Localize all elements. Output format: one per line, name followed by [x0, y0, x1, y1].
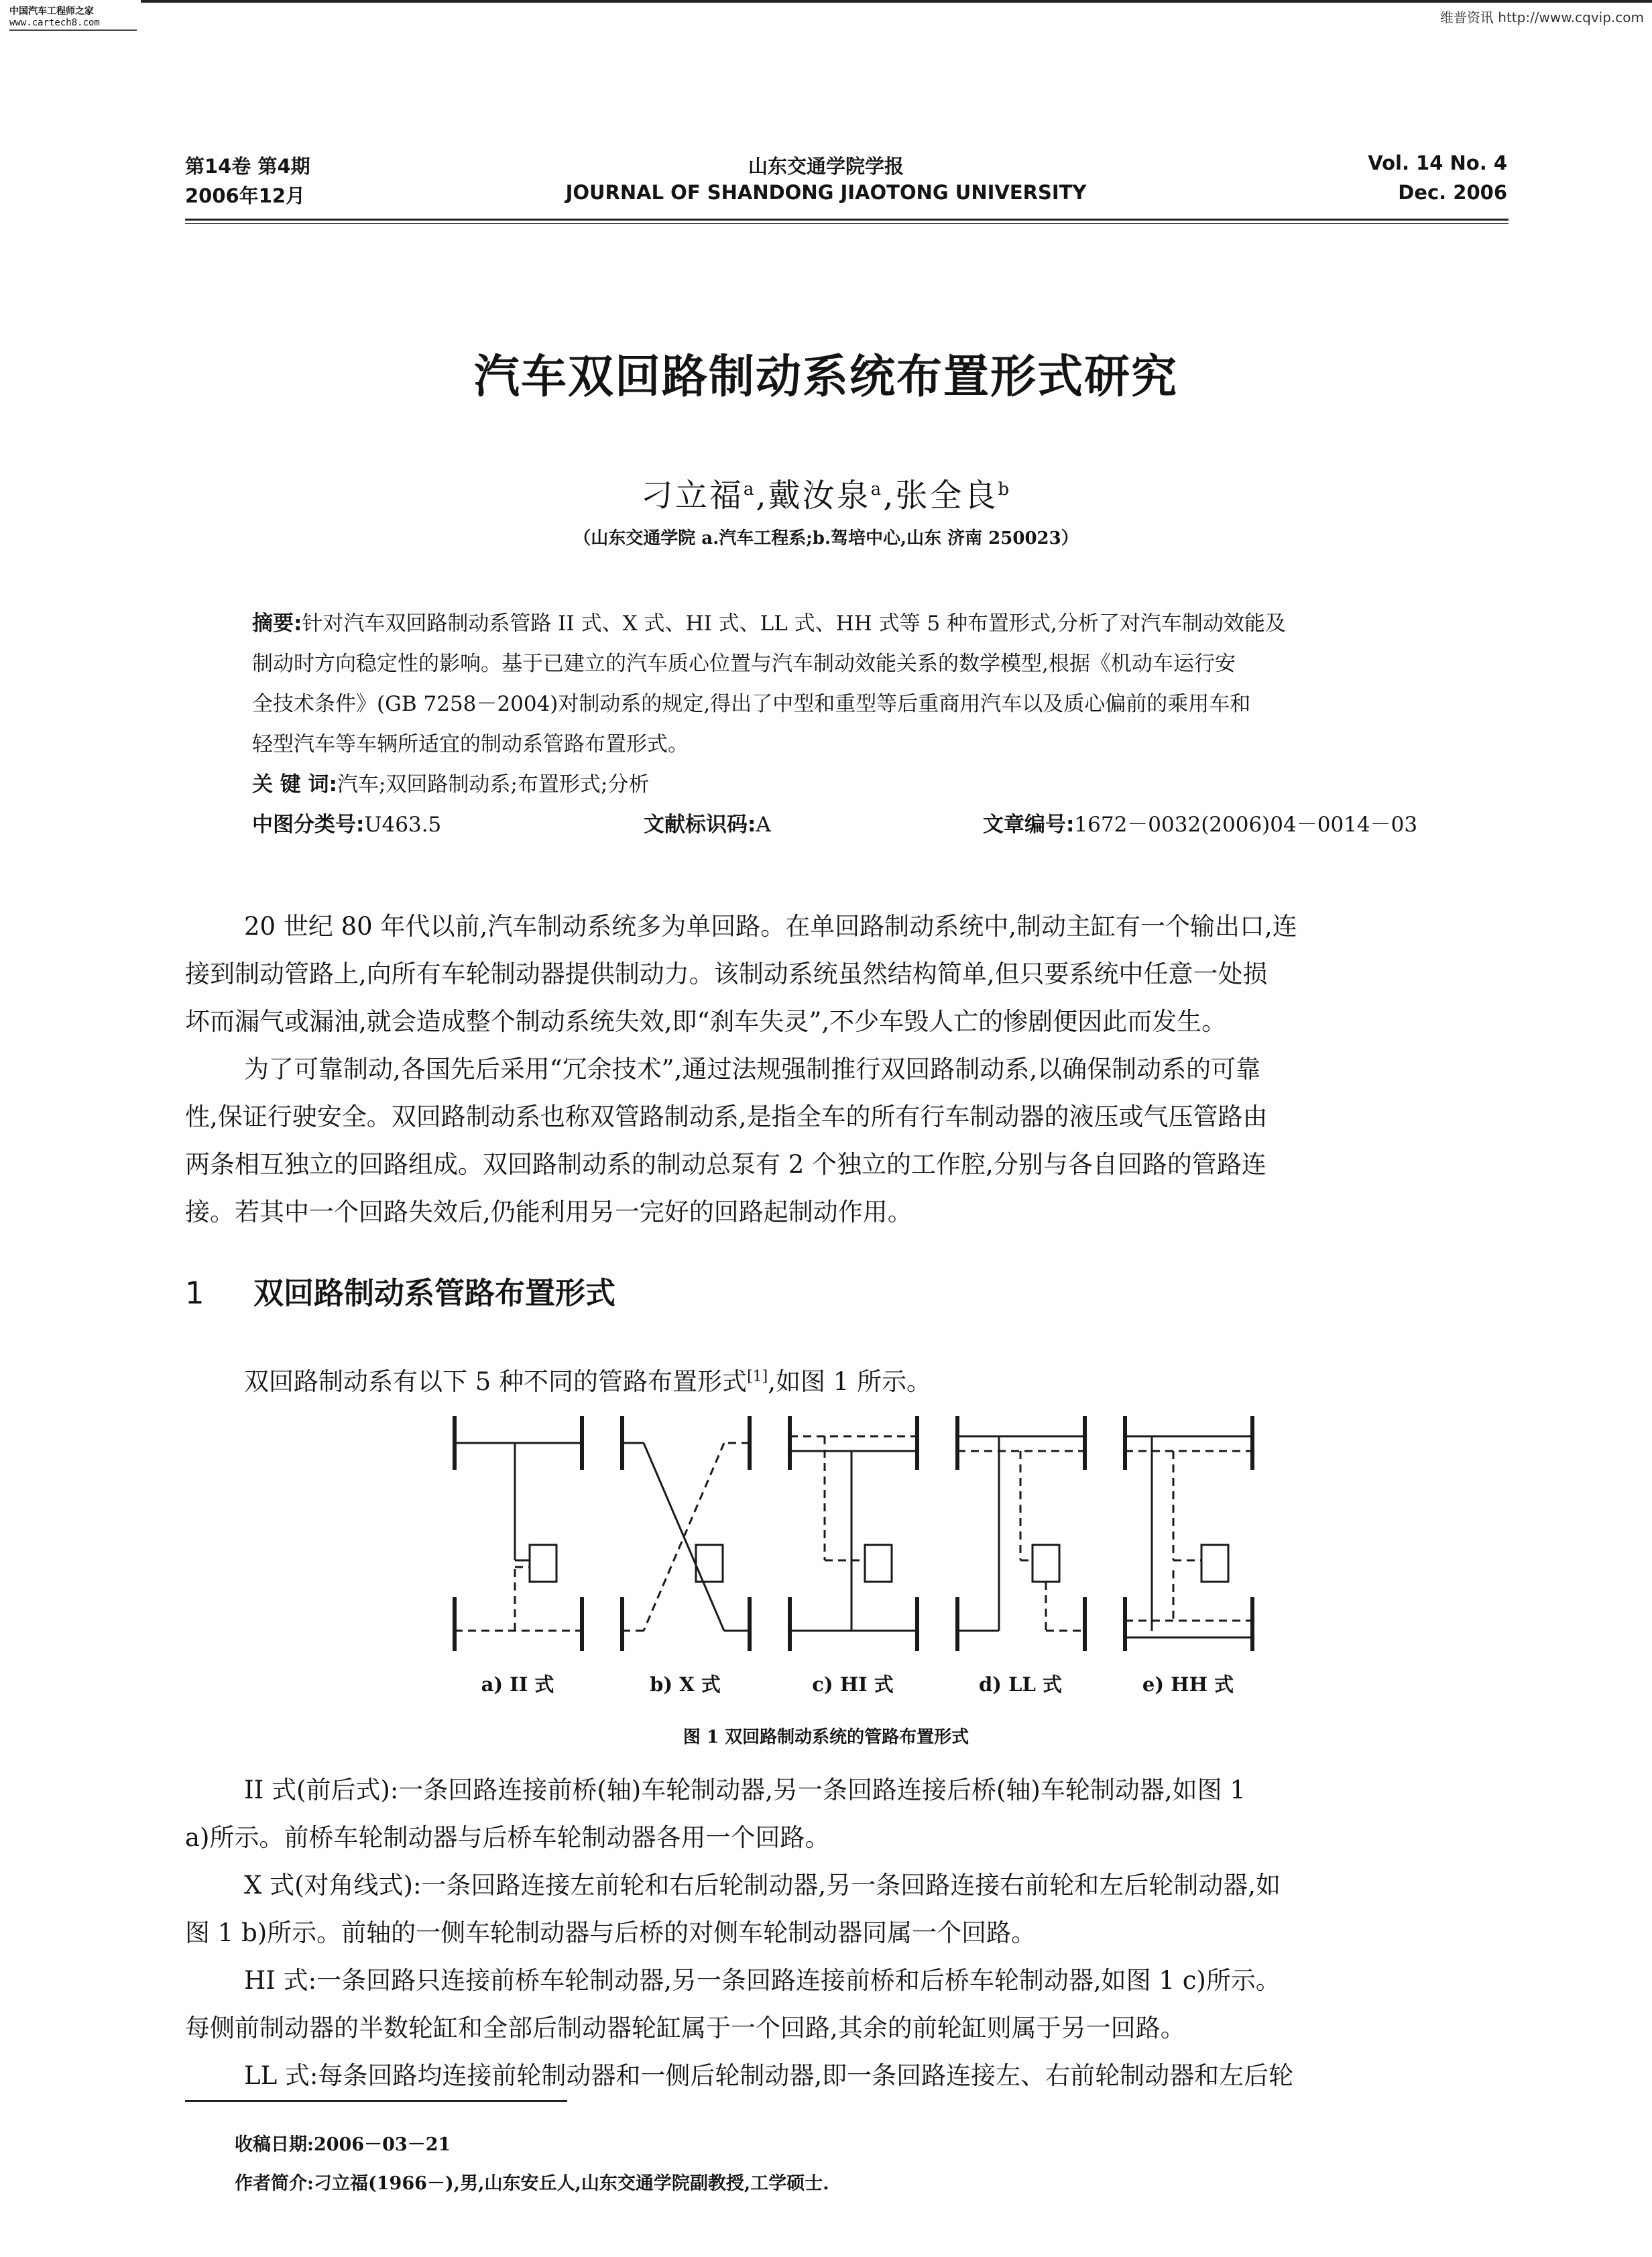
- source-watermark: 维普资讯 http://www.cqvip.com: [1439, 9, 1644, 25]
- body-line: 接。若其中一个回路失效后,仍能利用另一完好的回路起制动作用。: [185, 1198, 912, 1226]
- abstract-label: 摘要:: [252, 612, 302, 636]
- author-affil-mark: a: [743, 479, 756, 500]
- layout-hi-diagram: [790, 1416, 917, 1651]
- keywords-line: [252, 764, 1446, 805]
- abstract-line: 全技术条件》(GB 7258－2004)对制动系的规定,得出了中型和重型等后重商用汽车以及质心偏前的乘用车和: [252, 692, 1251, 716]
- issue-date-en: Dec. 2006: [1398, 181, 1507, 204]
- issue-date: 2006年12月: [185, 184, 306, 207]
- doc-code-label: 文献标识码:: [644, 813, 756, 837]
- header-rule-thin: [185, 223, 1509, 224]
- layout-x-diagram: [622, 1416, 750, 1651]
- author-name: 戴汝泉: [768, 477, 871, 514]
- volume-issue-en: Vol. 14 No. 4: [1368, 152, 1507, 174]
- section-title: 双回路制动系管路布置形式: [253, 1275, 616, 1311]
- body-line: 接到制动管路上,向所有车轮制动器提供制动力。该制动系统虽然结构简单,但只要系统中任意一处损: [185, 960, 1268, 988]
- section-number: 1: [185, 1275, 204, 1311]
- author-affil-mark: b: [998, 479, 1012, 500]
- author-separator: ,: [883, 477, 896, 514]
- body-line: X 式(对角线式):一条回路连接左前轮和右后轮制动器,另一条回路连接右前轮和左后轮制动器,如: [244, 1871, 1281, 1900]
- article-number-line: [983, 805, 1417, 845]
- clc-value: U463.5: [364, 813, 442, 837]
- keywords-label: 关 键 词:: [252, 772, 337, 797]
- brake-layout-figure: [442, 1416, 1274, 1684]
- top-border-rule: [141, 0, 1652, 3]
- figure-sublabel: a) II 式: [481, 1673, 554, 1696]
- footnote-rule: [185, 2100, 567, 2102]
- clc-label: 中图分类号:: [252, 813, 365, 837]
- journal-name-cn: 山东交通学院学报: [748, 155, 904, 178]
- received-label: 收稿日期:: [235, 2134, 314, 2155]
- body-line: HI 式:一条回路只连接前桥车轮制动器,另一条回路连接前桥和后桥车轮制动器,如图 1 c)所示。: [244, 1966, 1281, 1995]
- author-name: 刁立福: [640, 477, 744, 514]
- figure-caption: 图 1 双回路制动系统的管路布置形式: [683, 1727, 969, 1747]
- author-name: 张全良: [895, 477, 998, 514]
- body-line: 20 世纪 80 年代以前,汽车制动系统多为单回路。在单回路制动系统中,制动主缸有一个输出口,连: [244, 912, 1297, 941]
- figure-sublabel: e) HH 式: [1142, 1673, 1234, 1696]
- author-list: [0, 469, 1652, 516]
- author-affiliation: （山东交通学院 a.汽车工程系;b.驾培中心,山东 济南 250023）: [573, 528, 1079, 548]
- body-line: a)所示。前桥车轮制动器与后桥车轮制动器各用一个回路。: [185, 1823, 830, 1852]
- author-bio-label: 作者简介:: [235, 2173, 314, 2194]
- author-affil-mark: a: [870, 479, 884, 500]
- body-line: II 式(前后式):一条回路连接前桥(轴)车轮制动器,另一条回路连接后桥(轴)车轮制动器,如图 1: [244, 1776, 1246, 1804]
- header-rule: [185, 219, 1509, 221]
- citation-ref: [1]: [747, 1368, 768, 1385]
- doc-code-line: [644, 805, 771, 845]
- received-value: 2006－03－21: [313, 2134, 451, 2155]
- body-line: 每侧前制动器的半数轮缸和全部后制动器轮缸属于一个回路,其余的前轮缸则属于另一回路。: [185, 2014, 1185, 2042]
- received-date: [235, 2130, 451, 2156]
- site-logo-name: 中国汽车工程师之家: [9, 6, 94, 17]
- layout-hh-diagram: [1125, 1416, 1252, 1651]
- body-line: 两条相互独立的回路组成。双回路制动系的制动总泵有 2 个独立的工作腔,分别与各自回路的管路连: [185, 1150, 1266, 1179]
- site-logo-url: www.cartech8.com: [9, 17, 100, 28]
- body-line: 坏而漏气或漏油,就会造成整个制动系统失效,即“刹车失灵”,不少车毁人亡的惨剧便因此而发生。: [185, 1007, 1227, 1036]
- author-separator: ,: [756, 477, 768, 514]
- figure-intro: 双回路制动系有以下 5 种不同的管路布置形式[1],如图 1 所示。: [244, 1367, 932, 1396]
- abstract-line: 轻型汽车等车辆所适宜的制动系管路布置形式。: [252, 732, 689, 756]
- abstract-line: [252, 603, 1446, 644]
- figure-sublabel: d) LL 式: [979, 1673, 1062, 1696]
- body-line: LL 式:每条回路均连接前轮制动器和一侧后轮制动器,即一条回路连接左、右前轮制动器和左后轮: [244, 2061, 1294, 2090]
- doc-code-value: A: [756, 813, 771, 837]
- figure-sublabel: b) X 式: [650, 1673, 721, 1696]
- abstract-line: 制动时方向稳定性的影响。基于已建立的汽车质心位置与汽车制动效能关系的数学模型,根据《机动车运行安: [252, 652, 1236, 676]
- journal-name-en: JOURNAL OF SHANDONG JIAOTONG UNIVERSITY: [565, 181, 1087, 204]
- volume-issue: 第14卷 第4期: [185, 155, 310, 178]
- body-line: 图 1 b)所示。前轴的一侧车轮制动器与后桥的对侧车轮制动器同属一个回路。: [185, 1918, 1037, 1947]
- body-line: 性,保证行驶安全。双回路制动系也称双管路制动系,是指全车的所有行车制动器的液压或气压管路由: [185, 1102, 1268, 1131]
- layout-ii-diagram: [455, 1416, 582, 1651]
- article-number-value: 1672－0032(2006)04－0014－03: [1074, 813, 1418, 837]
- paper-title: 汽车双回路制动系统布置形式研究: [473, 351, 1178, 404]
- keywords-text: 汽车;双回路制动系;布置形式;分析: [337, 772, 650, 797]
- site-logo: [9, 4, 137, 31]
- article-number-label: 文章编号:: [983, 813, 1075, 837]
- author-bio: [235, 2168, 829, 2195]
- figure-sublabel: c) HI 式: [812, 1673, 894, 1696]
- section-heading: [185, 1269, 615, 1312]
- author-bio-text: 刁立福(1966－),男,山东安丘人,山东交通学院副教授,工学硕士.: [313, 2173, 829, 2194]
- layout-ll-diagram: [957, 1416, 1085, 1651]
- abstract-text: 针对汽车双回路制动系管路 II 式、X 式、HI 式、LL 式、HH 式等 5 种布置形式,分析了对汽车制动效能及: [302, 612, 1286, 636]
- body-line: 为了可靠制动,各国先后采用“冗余技术”,通过法规强制推行双回路制动系,以确保制动系的可靠: [244, 1055, 1261, 1084]
